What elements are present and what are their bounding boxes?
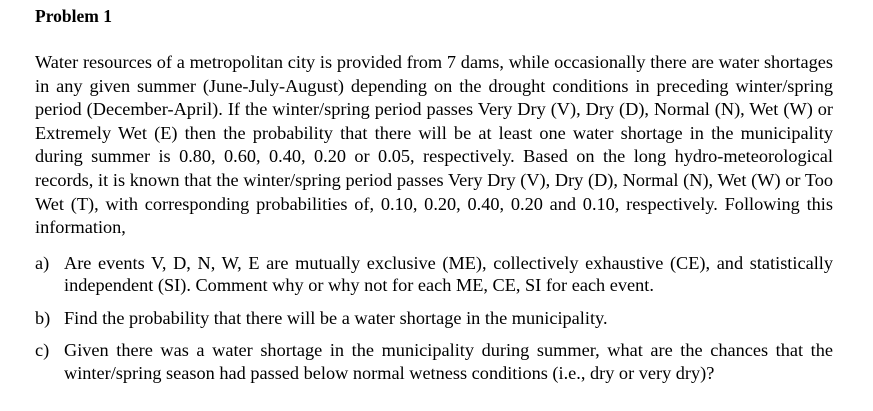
problem-title: Problem 1 [35, 6, 112, 26]
question-marker: b) [35, 307, 51, 328]
question-marker: c) [35, 340, 50, 361]
question-item-c [35, 339, 833, 384]
question-marker: a) [35, 252, 50, 273]
problem-statement: Water resources of a metropolitan city is provided from 7 dams, while occasionally there are water shortages in any given summer (June-July-August) depending on the drought conditions in preceding winter/spring period (December-April). If the winter/spring period passes Very Dry (V), Dry (D), Normal (N), Wet (W) or Extremely Wet (E) then the probability that there will be at least one water shortage in the municipality during summer is 0.80, 0.60, 0.40, 0.20 or 0.05, respectively. Based on the long hydro-meteorological records, it is known that the winter/spring period passes Very Dry (V), Dry (D), Normal (N), Wet (W) or Too Wet (T), with corresponding probabilities of, 0.10, 0.20, 0.40, 0.20 and 0.10, respectively. Following this information, [35, 52, 833, 238]
question-list [35, 252, 833, 385]
question-text: Are events V, D, N, W, E are mutually exclusive (ME), collectively exhaustive (CE), and statistically independent (SI). Comment why or why not for each ME, CE, SI for each event. [64, 252, 833, 296]
question-item-a [35, 252, 833, 297]
question-text: Find the probability that there will be a water shortage in the municipality. [64, 307, 608, 328]
question-text: Given there was a water shortage in the municipality during summer, what are the chances that the winter/spring season had passed below normal wetness conditions (i.e., dry or very dry)? [64, 340, 833, 383]
question-item-b [35, 307, 833, 330]
